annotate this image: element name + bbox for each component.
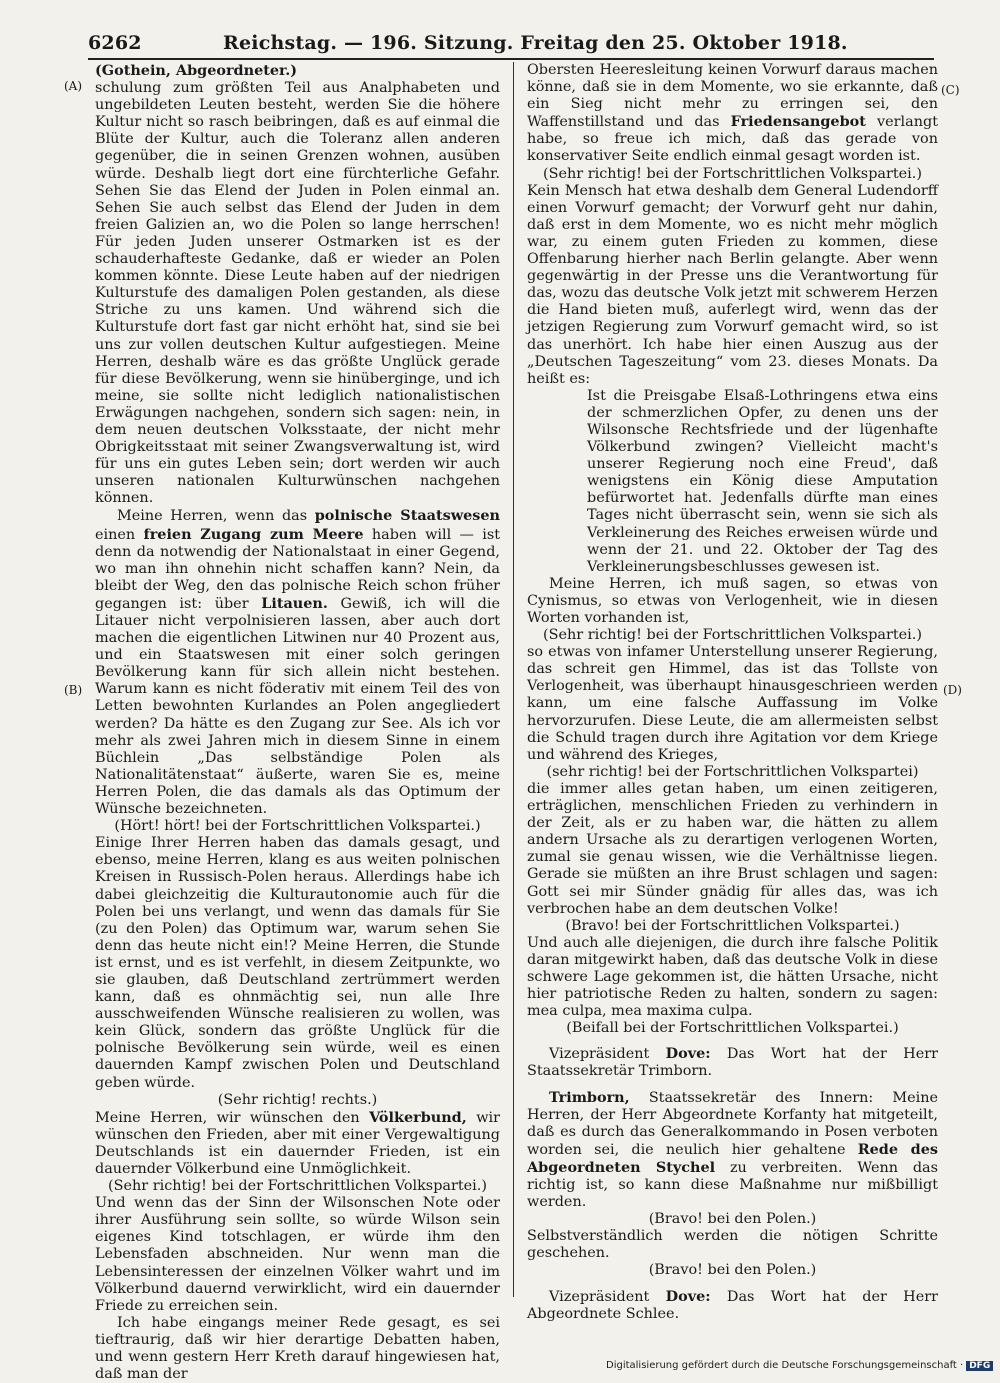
paragraph: Meine Herren, ich muß sagen, so etwas von Cynismus, so etwas von Verlogenheit, wie in diesen Worten vorhanden ist, [527, 575, 938, 626]
paragraph: Und wenn das der Sinn der Wilsonschen Note oder ihrer Ausführung sein sollte, so würde Wilson sein eigenes Kind totschlagen, er würde ihm den Lebensfaden abschneiden. Nur wenn man die Lebensinteressen der einzelnen Völker wahrt und im Völkerbund dauernd verwirklicht, wird ein dauernder Friede zu erreichen sein. [95, 1195, 500, 1314]
interjection: (Bravo! bei der Fortschrittlichen Volkspartei.) [565, 917, 900, 934]
interjection: (Bravo! bei den Polen.) [648, 1262, 817, 1279]
quotation: Ist die Preisgabe Elsaß-Lothringens etwa eins der schmerzlichen Opfer, zu denen uns der Wilsonsche Rechtsfriede und der lügenhafte Völkerbund zwingen? Vielleicht macht's unserer Regierung noch eine Freud', daß wenigstens ein König diese Amputation befürwortet hat. Jedenfalls dürfte man eines Tages nicht überrascht sein, wenn sie sich als Verkleinerung des Reiches erweisen würde und wenn der 21. und 22. Oktober der Tag des Verkleinerungsbeschlusses gewesen ist. [587, 387, 938, 575]
paragraph: Meine Herren, wenn das polnische Staatswesen einen freien Zugang zum Meere haben will — ist denn da notwendig der Nationalstaat in einer Gegend, wo man ihn ohnehin nicht schaffen kann? Nein, da bleibt der Weg, den das polnische Reich schon früher gegangen ist: über Litauen. Gewiß, ich will die Litauer nicht verpolnisieren lassen, aber auch dort machen die eigentlichen Litwinen nur 40 Prozent aus, und ein Staatswesen mit einer solch geringen Bevölkerung kann für sich allein nicht bestehen. Warum kann es nicht föderativ mit einem Teil des von Letten bewohnten Kurlandes an Polen angegliedert werden? Da hätte es den Zugang zur See. Als ich vor mehr als zwei Jahren mich in diesem Sinne in einem Büchlein „Das selbständige Polen als Nationalitätenstaat“ äußerte, waren Sie es, meine Herren Polen, die das damals als das Optimum der Wünsche bezeichneten. [95, 507, 501, 818]
paragraph: Selbstverständlich werden die nötigen Schritte geschehen. [527, 1228, 938, 1262]
chair-statement: Vizepräsident Dove: Das Wort hat der Herr Staatssekretär Trimborn. [527, 1045, 939, 1080]
margin-marker-c: (C) [941, 83, 960, 97]
column-divider [513, 62, 514, 1297]
credit-text: Digitalisierung gefördert durch die Deutsche Forschungsgemeinschaft · [606, 1360, 964, 1371]
header-rule [88, 58, 934, 60]
interjection: (Beifall bei der Fortschrittlichen Volkspartei.) [566, 1020, 899, 1037]
interjection: (sehr richtig! bei der Fortschrittlichen Volkspartei) [546, 763, 919, 780]
running-head: Reichstag. — 196. Sitzung. Freitag den 25. Oktober 1918. [223, 32, 848, 54]
left-column [95, 62, 500, 1383]
paragraph: Einige Ihrer Herren haben das damals gesagt, und ebenso, meine Herren, klang es aus weiten polnischen Kreisen in Russisch-Polen heraus. Allerdings habe ich dabei gleichzeitig die Kulturautonomie auch für die Polen bei uns verlangt, und wenn das damals für Sie (zu den Polen) das Optimum war, warum sehen Sie denn das heute nicht ein!? Meine Herren, die Stunde ist ernst, und es ist verfehlt, in diesem Zeitpunkte, wo sie glauben, daß Deutschland zertrümmert werden kann, daß es ohnmächtig sei, nun alle Ihre ausschweifenden Wünsche realisieren zu wollen, was kein Glück, sondern das größte Unglück für die polnische Bevölkerung sein würde, weil es einen dauernden Kampf zwischen Polen und Deutschland geben würde. [95, 835, 500, 1091]
paragraph: Kein Mensch hat etwa deshalb dem General Ludendorff einen Vorwurf gemacht; der Vorwurf geht nur dahin, daß erst in dem Momente, wo es nicht mehr möglich war, zu einem guten Frieden zu kommen, diese Offenbarung hierher nach Berlin gelangte. Aber wenn gegenwärtig in der Presse uns die Verantwortung für das, wozu das deutsche Volk jetzt mit schwerem Herzen die Hand bieten muß, auferlegt wird, wenn das der jetzigen Regierung zum Vorwurf gemacht wird, so ist das unerhört. Ich habe hier einen Auszug aus der „Deutschen Tageszeitung“ vom 23. dieses Monats. Da heißt es: [527, 182, 938, 387]
paragraph: die immer alles getan haben, um einen zeitigeren, erträglichen, menschlichen Frieden zu verhindern in der Zeit, als er zu haben war, die hätten zu allem andern Ursache als zu derartigen verlogenen Worten, zumal sie genau wissen, wie die Verhältnisse liegen. Gerade sie müßten an ihre Brust schlagen und sagen: Gott sei mir Sünder gnädig für alles das, was ich verbrochen habe an dem deutschen Volke! [527, 780, 938, 917]
page-number: 6262 [88, 32, 142, 54]
paragraph: Meine Herren, wir wünschen den Völkerbund, wir wünschen den Frieden, aber mit einer Vergewaltigung Deutschlands ist ein dauernder Frieden, ist ein dauernder Völkerbund eine Unmöglichkeit. [95, 1108, 500, 1177]
right-column [527, 62, 938, 1323]
page-header [88, 30, 934, 56]
interjection: (Bravo! bei den Polen.) [648, 1211, 817, 1228]
digitization-credit [606, 1360, 993, 1371]
paragraph: schulung zum größten Teil aus Analphabeten und ungebildeten Leuten besteht, werden Sie die höhere Kultur nicht so rasch beibringen, daß es auf einmal die Blüte der Kultur, auch die Toleranz allen anderen gegenüber, die in seinen Grenzen wohnen, ausüben würde. Deshalb liegt dort eine fürchterliche Gefahr. Sehen Sie das Elend der Juden in Polen einmal an. Sehen Sie auch selbst das Elend der Juden in dem freien Galizien an, wo die Polen so lange herrschen! Für jeden Juden unserer Ostmarken ist es der schauderhafteste Gedanke, daß er wieder an Polen kommen könnte. Diese Leute haben auf der niedrigen Kulturstufe des damaligen Polen gestanden, als diese Striche zu uns kamen. Und während sich die Kulturstufe dort fast gar nicht erhöht hat, sind sie bei uns zur vollen deutschen Kultur aufgestiegen. Meine Herren, deshalb wäre es das größte Unglück gerade für diese Bevölkerung, wenn sie hinüberginge, und ich meine, sie sollte nicht lediglich nationalistischen Erwägungen nachgehen, sondern sich sagen: nein, in dem neuen deutschen Volksstaate, der nicht mehr Obrigkeitsstaat mit seiner Zwangsverwaltung ist, wird für uns ein gutes Leben sein; dort werden wir auch unseren nationalen Kulturwünschen nachgehen können. [95, 80, 500, 507]
chair-statement: Vizepräsident Dove: Das Wort hat der Herr Abgeordnete Schlee. [527, 1287, 939, 1322]
margin-marker-b: (B) [64, 683, 83, 697]
paragraph: Und auch alle diejenigen, die durch ihre falsche Politik daran mitgewirkt haben, daß das deutsche Volk in diese schwere Lage gekommen ist, die hätten Ursache, nicht hier patriotische Reden zu halten, sondern zu sagen: mea culpa, mea maxima culpa. [527, 934, 938, 1020]
dfg-logo: DFG [966, 1361, 993, 1371]
paragraph: Obersten Heeresleitung keinen Vorwurf daraus machen könne, daß sie in dem Momente, wo sie erkannte, daß ein Sieg nicht mehr zu erringen sei, den Waffenstillstand und das Friedensangebot verlangt habe, so freue ich mich, daß das gerade von konservativer Seite endlich einmal gesagt worden ist. [527, 62, 938, 165]
interjection: (Sehr richtig! bei der Fortschrittlichen Volkspartei.) [108, 1178, 487, 1195]
paragraph: so etwas von infamer Unterstellung unserer Regierung, das schreit gen Himmel, das ist das Tollste von Verlogenheit, was überhaupt hinausgeschrieen werden kann, um eine falsche Auffassung im Volke hervorzurufen. Diese Leute, die am allermeisten selbst die Schuld tragen durch ihre Agitation vor dem Kriege und während des Krieges, [527, 644, 938, 763]
interjection: (Sehr richtig! bei der Fortschrittlichen Volkspartei.) [543, 165, 922, 182]
margin-marker-d: (D) [943, 683, 962, 697]
speaker-paragraph: Trimborn, Staatssekretär des Innern: Meine Herren, der Herr Abgeordnete Korfanty hat mitgeteilt, daß es durch das Generalkommando in Posen verboten worden sei, die neulich hier gehaltene Rede des Abgeordneten Stychel zu verbreiten. Wenn das richtig ist, so kann diese Maßnahme nur mißbilligt werden. [527, 1088, 939, 1211]
speaker-line: (Gothein, Abgeordneter.) [95, 62, 298, 79]
paragraph: Ich habe eingangs meiner Rede gesagt, es sei tieftraurig, daß wir hier derartige Debatten haben, und wenn gestern Herr Kreth darauf hingewiesen hat, daß man der [95, 1314, 500, 1383]
interjection: (Hört! hört! bei der Fortschrittlichen Volkspartei.) [114, 818, 481, 835]
interjection: (Sehr richtig! rechts.) [217, 1091, 378, 1108]
interjection: (Sehr richtig! bei der Fortschrittlichen Volkspartei.) [543, 627, 922, 644]
margin-marker-a: (A) [64, 79, 83, 93]
